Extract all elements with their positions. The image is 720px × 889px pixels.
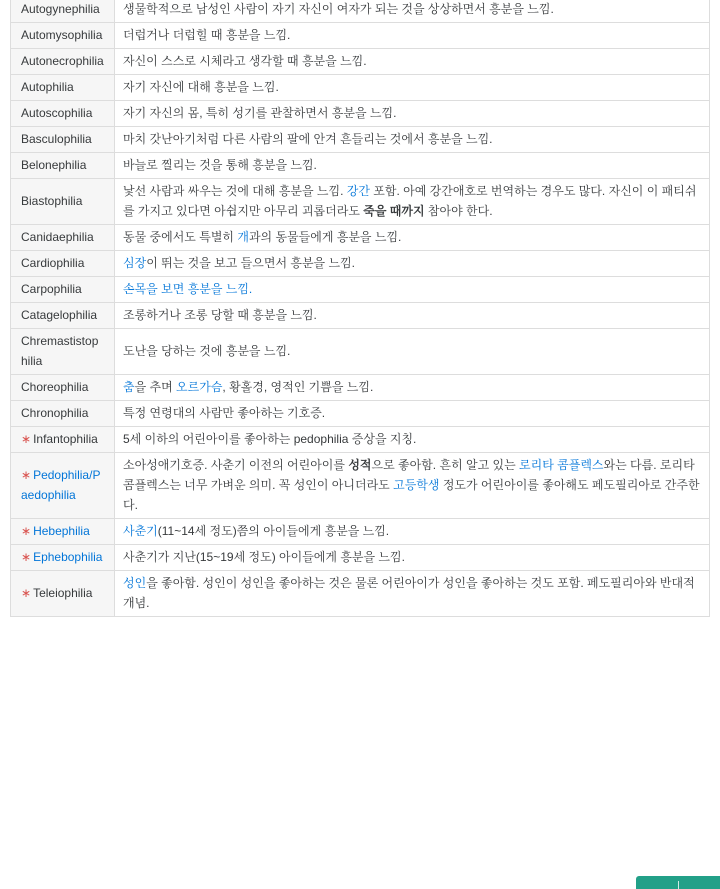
term-cell [11,75,115,101]
table-row [11,75,710,101]
description-text: 자신이 스스로 시체라고 생각할 때 흥분을 느낌. [123,54,367,68]
table-row [11,519,710,545]
term-cell[interactable] [11,453,115,519]
description-cell [115,519,710,545]
description-text: 으로 좋아함. 흔히 알고 있는 [371,458,520,472]
term-table [10,0,710,617]
description-text: 조롱하거나 조롱 당할 때 흥분을 느낌. [123,308,317,322]
inline-link[interactable]: 성인 [123,576,147,590]
term-cell [11,251,115,277]
description-cell [115,179,710,225]
table-row [11,401,710,427]
description-cell [115,153,710,179]
term-label: Autogynephilia [21,2,100,16]
table-row [11,277,710,303]
inline-link[interactable]: 고등학생 [393,478,440,492]
floating-button-divider [678,881,679,889]
description-text: 사춘기가 지난(15~19세 정도) 아이들에게 흥분을 느낌. [123,550,405,564]
term-cell [11,375,115,401]
term-label[interactable]: Pedophilia/Paedophilia [21,468,101,502]
term-label[interactable]: Hebephilia [33,524,90,538]
inline-link[interactable]: 춤 [123,380,135,394]
description-text: 낯선 사람과 싸우는 것에 대해 흥분을 느낌. [123,184,347,198]
asterisk-icon: ∗ [21,550,32,564]
description-text: 을 좋아함. 성인이 성인을 좋아하는 것은 물론 어린아이가 성인을 좋아하는 것도 포함. 페도필리아와 반대적 개념. [123,576,695,610]
table-row [11,453,710,519]
term-cell [11,23,115,49]
bold-text: 죽을 때까지 [363,204,425,218]
description-text: 과의 동물들에게 흥분을 느낌. [248,230,402,244]
table-row [11,545,710,571]
description-text: 바늘로 찔리는 것을 통해 흥분을 느낌. [123,158,317,172]
table-row [11,0,710,23]
term-label: Belonephilia [21,158,87,172]
term-cell [11,401,115,427]
description-cell [115,101,710,127]
term-label: Infantophilia [33,432,98,446]
inline-link[interactable]: 사춘기 [123,524,158,538]
term-cell [11,127,115,153]
description-text: 동물 중에서도 특별히 [123,230,238,244]
term-cell [11,179,115,225]
term-label[interactable]: Ephebophilia [33,550,103,564]
table-row [11,303,710,329]
term-label: Automysophilia [21,28,103,42]
description-text: 5세 이하의 어린아이를 좋아하는 pedophilia 증상을 지칭. [123,432,417,446]
description-text: 정도가 어린아이를 좋아해도 페도필리아로 간주한다. [123,478,700,512]
term-cell [11,571,115,617]
term-label: Chremastistophilia [21,334,99,368]
description-text: 도난을 당하는 것에 흥분을 느낌. [123,344,291,358]
description-cell [115,127,710,153]
term-cell [11,153,115,179]
term-cell[interactable] [11,519,115,545]
table-row [11,49,710,75]
asterisk-icon: ∗ [21,432,32,446]
term-label: Canidaephilia [21,230,94,244]
description-cell [115,303,710,329]
asterisk-icon: ∗ [21,468,32,482]
description-text: (11~14세 정도)쯤의 아이들에게 흥분을 느낌. [157,524,390,538]
description-cell [115,401,710,427]
description-text: 을 추며 [134,380,177,394]
table-row [11,153,710,179]
term-cell[interactable] [11,545,115,571]
description-cell [115,49,710,75]
description-text: 이 뛰는 것을 보고 들으면서 흥분을 느낌. [146,256,355,270]
table-row [11,427,710,453]
inline-link[interactable]: 심장 [123,256,147,270]
description-cell [115,545,710,571]
term-cell [11,49,115,75]
term-label: Choreophilia [21,380,89,394]
inline-link[interactable]: 손목을 보면 흥분을 느낌. [123,282,253,296]
description-cell [115,375,710,401]
term-cell [11,329,115,375]
description-text: 자기 자신에 대해 흥분을 느낌. [123,80,279,94]
inline-link[interactable]: 로리타 콤플렉스 [519,458,604,472]
table-row [11,571,710,617]
description-cell [115,0,710,23]
description-text: 참아야 한다. [424,204,493,218]
description-text: 포함. 아예 강간애호로 번역하는 경우도 많다. 자신이 이 패티쉬를 가지고 있다면 아쉽지만 아무리 괴롭더라도 [123,184,697,218]
term-cell [11,303,115,329]
term-cell [11,0,115,23]
table-row [11,23,710,49]
description-cell [115,251,710,277]
table-row [11,101,710,127]
description-text: 더럽거나 더럽힐 때 흥분을 느낌. [123,28,291,42]
term-cell [11,277,115,303]
term-label: Carpophilia [21,282,82,296]
description-cell [115,453,710,519]
asterisk-icon: ∗ [21,586,32,600]
term-cell [11,225,115,251]
inline-link[interactable]: 개 [237,230,249,244]
table-row [11,251,710,277]
description-cell [115,571,710,617]
description-text: 자기 자신의 몸, 특히 성기를 관찰하면서 흥분을 느낌. [123,106,397,120]
term-cell [11,427,115,453]
term-label: Basculophilia [21,132,92,146]
description-cell [115,75,710,101]
term-cell [11,101,115,127]
description-text: , 황홀경, 영적인 기쁨을 느낌. [222,380,374,394]
term-table-body [11,0,710,617]
inline-link[interactable]: 강간 [346,184,370,198]
description-text: 와는 다름. 로리타 콤플렉스는 너무 가벼운 의미. 꼭 성인이 아니더라도 [123,458,695,492]
term-label: Autonecrophilia [21,54,104,68]
table-row [11,179,710,225]
description-cell [115,225,710,251]
table-row [11,375,710,401]
term-label: Chronophilia [21,406,89,420]
term-label: Catagelophilia [21,308,98,322]
table-row [11,127,710,153]
term-label: Cardiophilia [21,256,85,270]
description-text: 소아성애기호증. 사춘기 이전의 어린아이를 [123,458,349,472]
term-label: Biastophilia [21,194,83,208]
description-cell [115,427,710,453]
description-cell [115,277,710,303]
description-text: 마치 갓난아기처럼 다른 사람의 팔에 안겨 흔들리는 것에서 흥분을 느낌. [123,132,493,146]
description-cell [115,23,710,49]
asterisk-icon: ∗ [21,524,32,538]
term-label: Autoscophilia [21,106,93,120]
bold-text: 성적 [348,458,372,472]
table-row [11,329,710,375]
term-label: Autophilia [21,80,74,94]
description-text: 특정 연령대의 사람만 좋아하는 기호증. [123,406,326,420]
table-row [11,225,710,251]
term-label: Teleiophilia [33,586,93,600]
inline-link[interactable]: 오르가슴 [176,380,223,394]
description-cell [115,329,710,375]
description-text: 생물학적으로 남성인 사람이 자기 자신이 여자가 되는 것을 상상하면서 흥분을 느낌. [123,2,554,16]
